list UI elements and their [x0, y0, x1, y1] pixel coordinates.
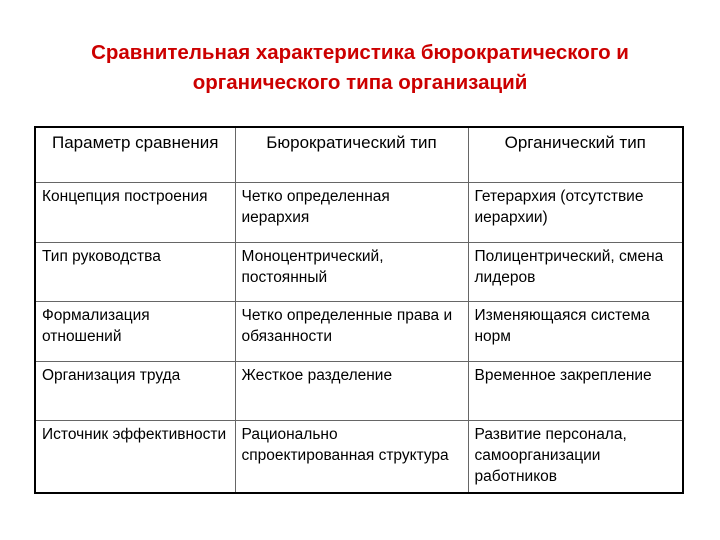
table-row: [36, 420, 682, 492]
comparison-table: [34, 126, 684, 494]
row-parameter: Концепция построения: [36, 182, 235, 242]
row-bureaucratic: Жесткое разделение: [235, 361, 468, 420]
row-organic: Полицентрический, смена лидеров: [468, 242, 682, 301]
row-parameter: Организация труда: [36, 361, 235, 420]
header-bureaucratic: Бюрократический тип: [235, 128, 468, 182]
table-row: [36, 301, 682, 361]
header-organic: Органический тип: [468, 128, 682, 182]
row-parameter: Тип руководства: [36, 242, 235, 301]
table-row: [36, 242, 682, 301]
page-title: Сравнительная характеристика бюрократического и органического типа организаций: [91, 41, 629, 94]
row-bureaucratic: Моноцентрический, постоянный: [235, 242, 468, 301]
table-row: [36, 361, 682, 420]
row-organic: Временное закрепление: [468, 361, 682, 420]
table-row: [36, 182, 682, 242]
row-organic: Гетерархия (отсутствие иерархии): [468, 182, 682, 242]
row-parameter: Формализация отношений: [36, 301, 235, 361]
row-organic: Изменяющаяся система норм: [468, 301, 682, 361]
row-parameter: Источник эффективности: [36, 420, 235, 492]
row-bureaucratic: Рационально спроектированная структура: [235, 420, 468, 492]
row-organic: Развитие персонала, самоорганизации работников: [468, 420, 682, 492]
row-bureaucratic: Четко определенная иерархия: [235, 182, 468, 242]
header-parameter: Параметр сравнения: [36, 128, 235, 182]
row-bureaucratic: Четко определенные права и обязанности: [235, 301, 468, 361]
table-header-row: [36, 128, 682, 182]
